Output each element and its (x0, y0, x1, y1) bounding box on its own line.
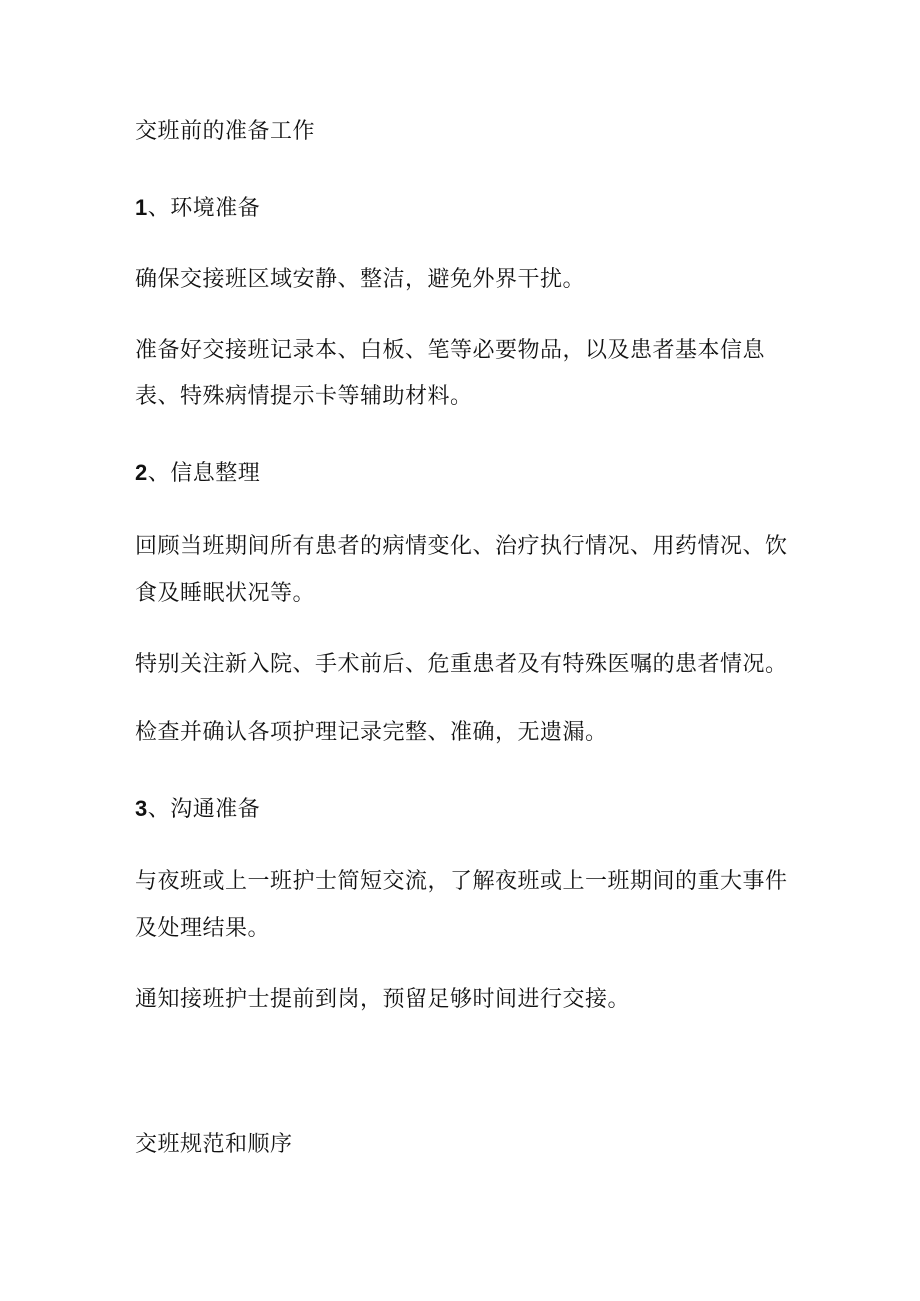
paragraph-handover-talk-line-2: 及处理结果。 (135, 916, 271, 941)
paragraph-materials-line-2: 表、特殊病情提示卡等辅助材料。 (135, 384, 473, 409)
subheading-number: 1 (135, 195, 148, 220)
paragraph-quiet-area: 确保交接班区域安静、整洁，避免外界干扰。 (135, 267, 586, 292)
paragraph-review-line-1: 回顾当班期间所有患者的病情变化、治疗执行情况、用药情况、饮 (135, 534, 788, 559)
subheading-title: 、信息整理 (147, 461, 261, 486)
subheading-information (135, 458, 260, 489)
subheading-title: 、沟通准备 (147, 797, 261, 822)
subheading-title: 、环境准备 (147, 196, 261, 221)
paragraph-check-records: 检查并确认各项护理记录完整、准确，无遗漏。 (135, 720, 608, 745)
section-heading-standards: 交班规范和顺序 (135, 1132, 293, 1157)
subheading-environment (135, 193, 260, 224)
subheading-number: 3 (135, 796, 148, 821)
paragraph-materials-line-1: 准备好交接班记录本、白板、笔等必要物品，以及患者基本信息 (135, 338, 766, 363)
paragraph-handover-talk-line-1: 与夜班或上一班护士简短交流，了解夜班或上一班期间的重大事件 (135, 869, 788, 894)
paragraph-special-attention: 特别关注新入院、手术前后、危重患者及有特殊医嘱的患者情况。 (135, 652, 788, 677)
subheading-communication (135, 794, 260, 825)
subheading-number: 2 (135, 460, 148, 485)
paragraph-notify-nurse: 通知接班护士提前到岗，预留足够时间进行交接。 (135, 987, 631, 1012)
paragraph-review-line-2: 食及睡眠状况等。 (135, 581, 316, 606)
section-heading-preparation: 交班前的准备工作 (135, 119, 316, 144)
